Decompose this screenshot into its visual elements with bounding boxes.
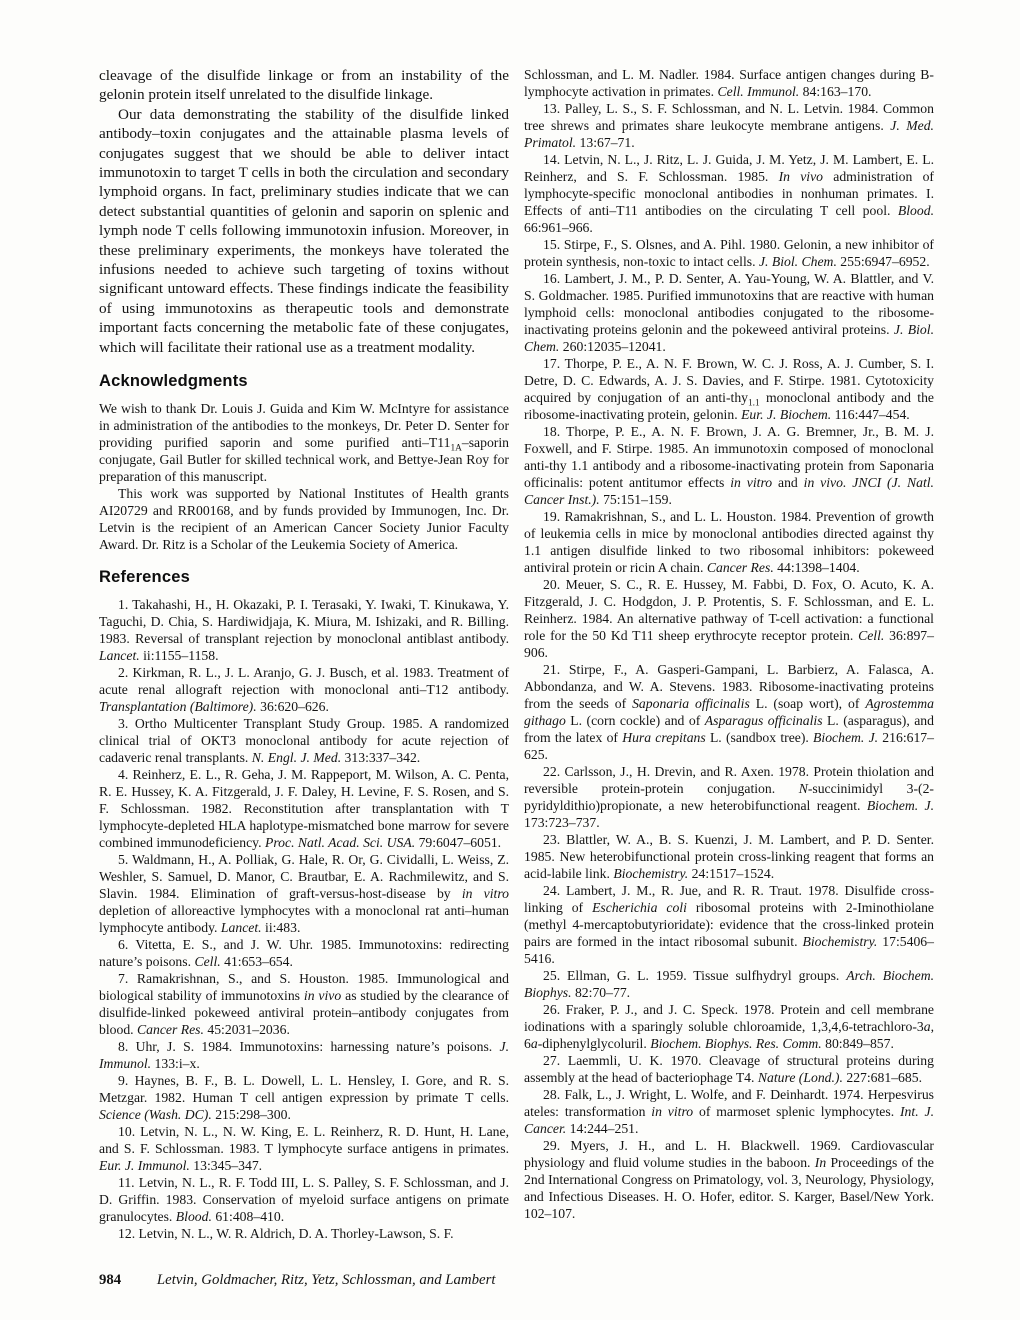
reference-item: 7. Ramakrishnan, S., and S. Houston. 1985. Immunological and biological stability of immunotoxins in vivo as studied by the clearance of disulfide-linked pokeweed antiviral protein–antibody conjugates from blood. Cancer Res. 45:2031–2036. <box>99 971 509 1038</box>
reference-item: 22. Carlsson, J., H. Drevin, and R. Axen. 1978. Protein thiolation and reversible protein-protein conjugation. N-succinimidyl 3-(2-pyridyldithio)propionate, a new heterobifunctional reagent. Biochem. J. 173:723–737. <box>524 764 934 830</box>
reference-item: 5. Waldmann, H., A. Polliak, G. Hale, R. Or, G. Cividalli, L. Weiss, Z. Weshler, S. Samuel, D. Manor, C. Brautbar, E. A. Rachmilewitz, and S. Slavin. 1984. Elimination of graft-versus-host-disease by in vitro depletion of alloreactive lymphocytes with a monoclonal rat anti–human lymphocyte antibody. Lancet. ii:483. <box>99 852 509 936</box>
acknowledgments-paragraph: We wish to thank Dr. Louis J. Guida and Kim W. McIntyre for assistance in administration of the antibodies to the monkeys, Dr. Peter D. Senter for providing purified saporin and some purified anti–$T11_{1A}$–saporin conjugate, Gail Butler for skilled technical work, and Bettye-Jean Roy for preparation of this manuscript. <box>99 401 509 485</box>
body-paragraph: Our data demonstrating the stability of the disulfide linked antibody–toxin conjugates and the attainable plasma levels of conjugates suggest that we should be able to deliver intact immunotoxin to target T cells in both the circulation and secondary lymphoid organs. In fact, preliminary studies indicate that we can detect substantial quantities of gelonin and saporin on splenic and lymph node T cells following immunotoxin infusion. Moreover, in these preliminary experiments, the monkeys have tolerated the infusions needed to achieve such targeting of toxins without significant untoward effects. These findings indicate the feasibility of using immunotoxins as therapeutic tools and demonstrate important facts concerning the metabolic fate of these conjugates, which will facilitate their rational use as a treatment modality. <box>99 105 509 356</box>
references-list-right <box>524 66 934 1222</box>
reference-item: 20. Meuer, S. C., R. E. Hussey, M. Fabbi, D. Fox, O. Acuto, K. A. Fitzgerald, J. C. Hodgdon, J. P. Protentis, S. F. Schlossman, and E. L. Reinherz. 1984. An alternative pathway of T-cell activation: a functional role for the 50 Kd T11 sheep erythrocyte receptor protein. Cell. 36:897–906. <box>524 577 934 660</box>
reference-item: 27. Laemmli, U. K. 1970. Cleavage of structural proteins during assembly at the head of bacteriophage T4. Nature (Lond.). 227:681–685. <box>524 1053 934 1085</box>
right-column <box>524 66 934 1222</box>
reference-item: 15. Stirpe, F., S. Olsnes, and A. Pihl. 1980. Gelonin, a new inhibitor of protein synthesis, non-toxic to intact cells. J. Biol. Chem. 255:6947–6952. <box>524 237 934 269</box>
acknowledgments-paragraph: This work was supported by National Institutes of Health grants AI20729 and RR00168, and by funds provided by Immunogen, Inc. Dr. Letvin is the recipient of an American Cancer Society Junior Faculty Award. Dr. Ritz is a Scholar of the Leukemia Society of America. <box>99 486 509 553</box>
page-footer <box>99 1272 929 1289</box>
reference-item: 1. Takahashi, H., H. Okazaki, P. I. Terasaki, Y. Iwaki, T. Kinukawa, Y. Taguchi, D. Chia, S. Hardiwidjaja, K. Miura, M. Ishizaki, and R. Billing. 1983. Reversal of transplant rejection by monoclonal antiblast antibody. Lancet. ii:1155–1158. <box>99 597 509 664</box>
reference-item: 8. Uhr, J. S. 1984. Immunotoxins: harnessing nature’s poisons. J. Immunol. 133:i–x. <box>99 1039 509 1072</box>
references-heading: References <box>99 568 190 587</box>
reference-item: 12. Letvin, N. L., W. R. Aldrich, D. A. Thorley-Lawson, S. F. <box>118 1226 454 1242</box>
reference-item: 17. Thorpe, P. E., A. N. F. Brown, W. C. J. Ross, A. J. Cumber, S. I. Detre, D. C. Edwards, A. J. S. Davies, and F. Stirpe. 1981. Cytotoxicity acquired by conjugation of an anti-thy$_{1.1}$ monoclonal antibody and the ribosome-inactivating protein, gelonin. Eur. J. Biochem. 116:447–454. <box>524 356 934 422</box>
reference-item: 29. Myers, J. H., and L. H. Blackwell. 1969. Cardiovascular physiology and fluid volume studies in the baboon. In Proceedings of the 2nd International Congress on Primatology, vol. 3, Neurology, Physiology, and Infectious Diseases. H. O. Hofer, editor. S. Karger, Basel/New York. 102–107. <box>524 1138 934 1221</box>
reference-item: 28. Falk, L., J. Wright, L. Wolfe, and F. Deinhardt. 1974. Herpesvirus ateles: transformation in vitro of marmoset splenic lymphocytes. Int. J. Cancer. 14:244–251. <box>524 1087 934 1136</box>
reference-item: 11. Letvin, N. L., R. F. Todd III, L. S. Palley, S. F. Schlossman, and J. D. Griffin. 1983. Conservation of myeloid surface antigens on primate granulocytes. Blood. 61:408–410. <box>99 1175 509 1225</box>
reference-item: 16. Lambert, J. M., P. D. Senter, A. Yau-Young, W. A. Blattler, and V. S. Goldmacher. 1985. Purified immunotoxins that are reactive with human lymphoid cells: monoclonal antibodies conjugated to the ribosome-inactivating proteins gelonin and the pokeweed antiviral proteins. J. Biol. Chem. 260:12035–12041. <box>524 271 934 354</box>
reference-item: 10. Letvin, N. L., N. W. King, E. L. Reinherz, R. D. Hunt, H. Lane, and S. F. Schlossman. 1983. T lymphocyte surface antigens in primates. Eur. J. Immunol. 13:345–347. <box>99 1124 509 1174</box>
reference-item: 23. Blattler, W. A., B. S. Kuenzi, J. M. Lambert, and P. D. Senter. 1985. New heterobifunctional protein cross-linking reagent that forms an acid-labile link. Biochemistry. 24:1517–1524. <box>524 832 934 881</box>
discussion-continued-paragraphs <box>99 66 509 357</box>
reference-item: 14. Letvin, N. L., J. Ritz, L. J. Guida, J. M. Yetz, J. M. Lambert, E. L. Reinherz, and S. F. Schlossman. 1985. In vivo administration of lymphocyte-specific monoclonal antibodies in nonhuman primates. I. Effects of anti–T11 antibodies on the circulating T cell pool. Blood. 66:961–966. <box>524 152 934 235</box>
reference-item: Schlossman, and L. M. Nadler. 1984. Surface antigen changes during B-lymphocyte activation in primates. Cell. Immunol. 84:163–170. <box>524 67 934 99</box>
reference-item: 4. Reinherz, E. L., R. Geha, J. M. Rappeport, M. Wilson, A. C. Penta, R. E. Hussey, K. A. Fitzgerald, J. F. Daley, H. Levine, F. S. Rosen, and S. F. Schlossman. 1982. Reconstitution after transplantation with T lymphocyte-depleted HLA haplotype-mismatched bone marrow for severe combined immunodeficiency. Proc. Natl. Acad. Sci. USA. 79:6047–6051. <box>99 767 509 851</box>
reference-item: 3. Ortho Multicenter Transplant Study Group. 1985. A randomized clinical trial of OKT3 monoclonal antibody for acute rejection of cadaveric renal transplants. N. Engl. J. Med. 313:337–342. <box>99 716 509 766</box>
reference-item: 2. Kirkman, R. L., J. L. Aranjo, G. J. Busch, et al. 1983. Treatment of acute renal allograft rejection with monoclonal anti–T12 antibody. Transplantation (Baltimore). 36:620–626. <box>99 665 509 715</box>
reference-item: 9. Haynes, B. F., B. L. Dowell, L. L. Hensley, I. Gore, and R. S. Metzgar. 1982. Human T cell antigen expression by primate T cells. Science (Wash. DC). 215:298–300. <box>99 1073 509 1123</box>
body-paragraph: cleavage of the disulfide linkage or from an instability of the gelonin protein itself unrelated to the disulfide linkage. <box>99 67 509 104</box>
acknowledgments-paragraphs <box>99 400 509 553</box>
reference-item: 6. Vitetta, E. S., and J. W. Uhr. 1985. Immunotoxins: redirecting nature’s poisons. Cell. 41:653–654. <box>99 937 509 970</box>
left-column <box>99 66 509 1242</box>
reference-item: 19. Ramakrishnan, S., and L. L. Houston. 1984. Prevention of growth of leukemia cells in mice by monoclonal antibodies directed against thy 1.1 antigen disulfide linked to two ribosomal inhibitors: pokeweed antiviral protein or ricin A chain. Cancer Res. 44:1398–1404. <box>524 509 934 575</box>
reference-item: 24. Lambert, J. M., R. Jue, and R. R. Traut. 1978. Disulfide cross-linking of Escherichia coli ribosomal proteins with 2-Iminothiolane (methyl 4-mercaptobutyrioridate): evidence that the cross-linked protein pairs are formed in the intact ribosomal subunit. Biochemistry. 17:5406–5416. <box>524 883 934 966</box>
acknowledgments-heading: Acknowledgments <box>99 372 248 391</box>
reference-item: 25. Ellman, G. L. 1959. Tissue sulfhydryl groups. Arch. Biochem. Biophys. 82:70–77. <box>524 968 935 1000</box>
reference-item: 13. Palley, L. S., S. F. Schlossman, and N. L. Letvin. 1984. Common tree shrews and primates share leukocyte membrane antigens. J. Med. Primatol. 13:67–71. <box>524 101 934 150</box>
reference-item: 18. Thorpe, P. E., A. N. F. Brown, J. A. G. Bremner, Jr., B. M. J. Foxwell, and F. Stirpe. 1985. An immunotoxin composed of monoclonal anti-thy 1.1 antibody and a ribosome-inactivating protein from Saponaria officinalis: potent antitumor effects in vitro and in vivo. JNCI (J. Natl. Cancer Inst.). 75:151–159. <box>524 424 934 507</box>
reference-item: 26. Fraker, P. J., and J. C. Speck. 1978. Protein and cell membrane iodinations with a sparingly soluble chloroamide, 1,3,4,6-tetrachloro-3a, 6a-diphenylglycoluril. Biochem. Biophys. Res. Comm. 80:849–857. <box>524 1002 934 1051</box>
reference-item: 21. Stirpe, F., A. Gasperi-Gampani, L. Barbierz, A. Falasca, A. Abbondanza, and W. A. Stevens. 1983. Ribosome-inactivating proteins from the seeds of Saponaria officinalis L. (soap wort), of Agrostemma githago L. (corn cockle) and of Asparagus officinalis L. (asparagus), and from the latex of Hura crepitans L. (sandbox tree). Biochem. J. 216:617–625. <box>524 662 934 762</box>
running-authors: Letvin, Goldmacher, Ritz, Yetz, Schlossman, and Lambert <box>156 1272 496 1288</box>
page-number: 984 <box>99 1272 122 1288</box>
references-list-left <box>99 596 509 1242</box>
